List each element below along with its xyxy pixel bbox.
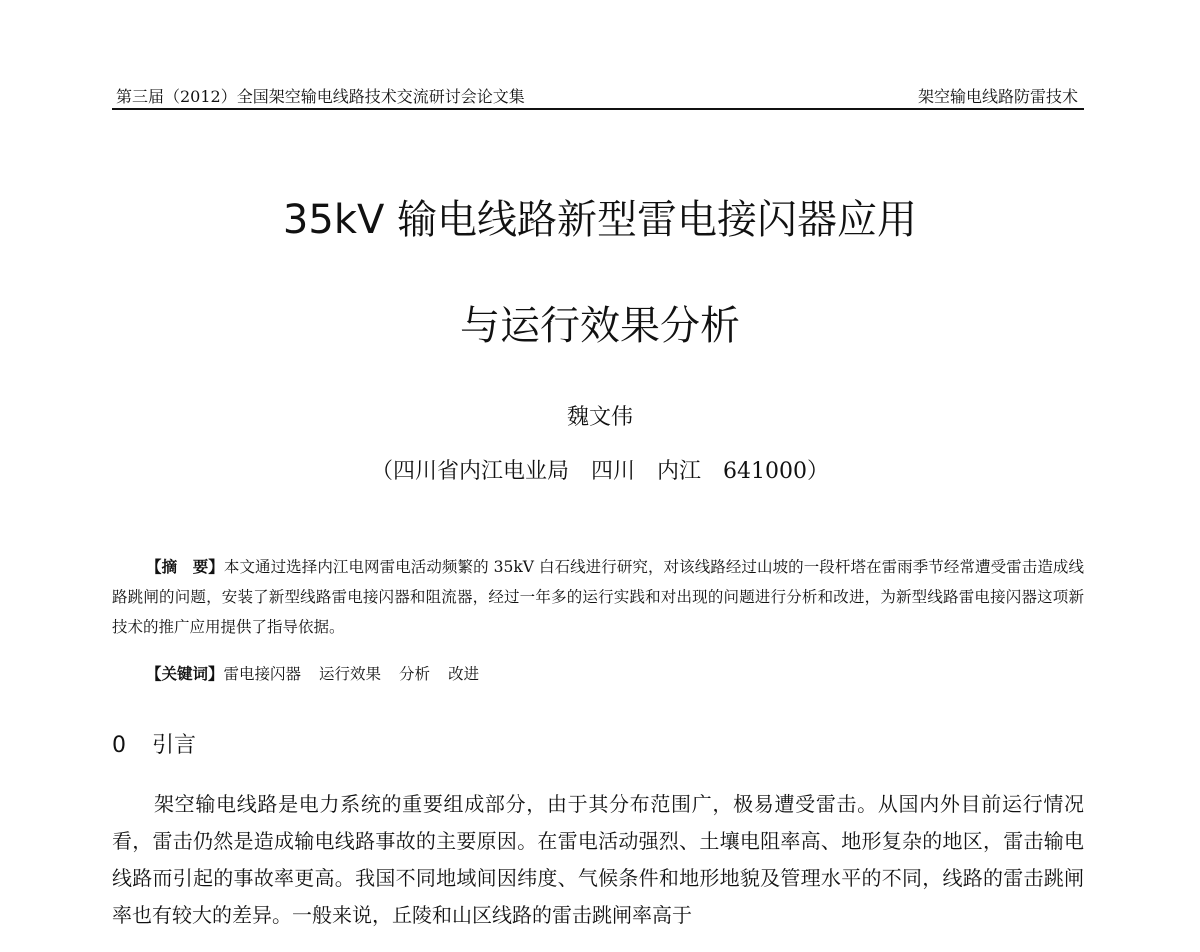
keyword: 雷电接闪器: [223, 665, 302, 683]
abstract: [112, 552, 1084, 642]
keywords: [112, 660, 1084, 688]
keywords-label: 【关键词】: [146, 665, 224, 683]
section-heading: [112, 728, 196, 759]
keyword: 分析: [399, 665, 431, 683]
body-paragraph: 架空输电线路是电力系统的重要组成部分，由于其分布范围广，极易遭受雷击。从国内外目前运行情况看，雷击仍然是造成输电线路事故的主要原因。在雷电活动强烈、土壤电阻率高、地形复杂的地区，雷击输电线路而引起的事故率更高。我国不同地域间因纬度、气候条件和地形地貌及管理水平的不同，线路的雷击跳闸率也有较大的差异。一般来说，丘陵和山区线路的雷击跳闸率高于: [112, 792, 1084, 927]
author-affiliation: （四川省内江电业局 四川 内江 641000）: [371, 459, 829, 484]
paper-title-line-2: 与运行效果分析: [460, 303, 740, 349]
running-header: [112, 80, 1084, 110]
keyword: 运行效果: [319, 665, 382, 683]
section-title: 引言: [152, 733, 197, 758]
running-header-left: 第三届（2012）全国架空输电线路技术交流研讨会论文集: [116, 87, 525, 106]
abstract-label: 【摘 要】: [146, 558, 224, 576]
paper-title-line-1: 35kV 输电线路新型雷电接闪器应用: [282, 197, 918, 243]
author-name: 魏文伟: [566, 405, 633, 430]
running-header-right: 架空输电线路防雷技术: [917, 87, 1078, 106]
section-number: 0: [112, 733, 126, 758]
keyword: 改进: [448, 665, 480, 683]
abstract-text: 本文通过选择内江电网雷电活动频繁的 35kV 白石线进行研究，对该线路经过山坡的一段杆塔在雷雨季节经常遭受雷击造成线路跳闸的问题，安装了新型线路雷电接闪器和阻流器，经过一年多的运行实践和对出现的问题进行分析和改进，为新型线路雷电接闪器这项新技术的推广应用提供了指导依据。: [112, 558, 1084, 636]
